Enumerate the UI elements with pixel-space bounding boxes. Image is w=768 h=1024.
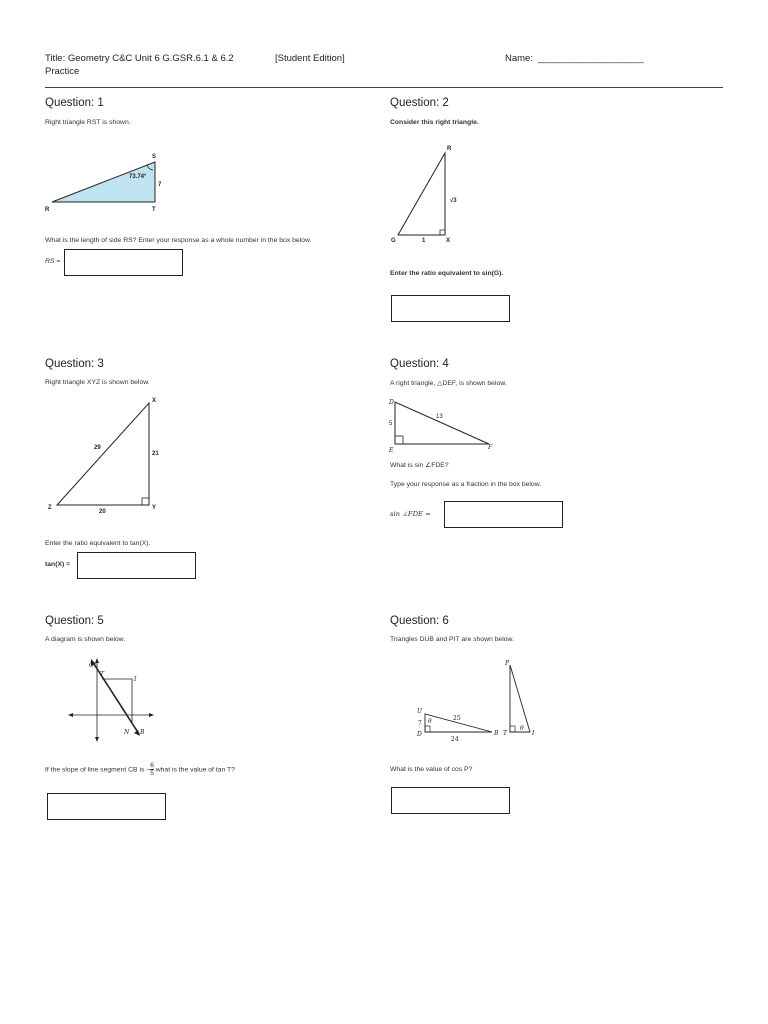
question-4-text: What is sin ∠FDE? (390, 462, 449, 469)
triangle-rst (52, 162, 155, 202)
label-leg-5: 5 (389, 421, 393, 427)
question-5-text-pre: If the slope of line segment CB is − (45, 766, 151, 774)
question-4-answer-input[interactable] (444, 501, 563, 528)
question-1-answer-input[interactable] (64, 249, 183, 276)
question-1-triangle-diagram (40, 150, 170, 215)
label-p: P (505, 660, 510, 667)
triangle-def (395, 402, 489, 444)
right-angle-mark (440, 230, 445, 235)
label-x: X (446, 238, 451, 244)
question-6-answer-input[interactable] (391, 787, 510, 814)
question-6-text: What is the value of cos P? (390, 766, 473, 773)
question-5-answer-input[interactable] (47, 793, 166, 820)
label-angle: 73.74° (129, 174, 147, 180)
label-height-sqrt3: √3 (450, 198, 457, 204)
label-theta-u: θ (428, 718, 432, 725)
right-angle-mark-d (425, 726, 430, 732)
edition-label: [Student Edition] (275, 53, 345, 64)
right-angle-mark (395, 436, 403, 444)
slope-numerator: 6 (150, 762, 154, 769)
question-2-text: Enter the ratio equivalent to sin(G). (390, 270, 504, 277)
question-1-prompt: Right triangle RST is shown. (45, 119, 131, 126)
label-x: X (152, 398, 157, 404)
label-y: Y (152, 505, 157, 511)
question-4-triangle-diagram (386, 396, 501, 456)
label-b: B (494, 730, 499, 737)
label-r: R (45, 207, 50, 213)
x-axis-arrow-left (68, 713, 73, 717)
label-hyp-29: 29 (94, 445, 101, 451)
label-t: T (100, 671, 105, 678)
question-2-prompt: Consider this right triangle. (390, 119, 479, 126)
question-6-prompt: Triangles DUB and PIT are shown below. (390, 636, 514, 643)
label-r: R (447, 146, 452, 152)
triangle-xyz (57, 403, 149, 505)
question-4-title: Question: 4 (390, 358, 449, 370)
question-6-title: Question: 6 (390, 615, 449, 627)
label-g: G (391, 238, 396, 244)
label-z: Z (48, 505, 52, 511)
label-b: B (140, 729, 145, 736)
label-c: C (89, 662, 94, 669)
question-5-text (45, 762, 235, 777)
question-2-title: Question: 2 (390, 97, 449, 109)
question-3-triangle-diagram (45, 395, 170, 520)
label-u: U (417, 708, 423, 715)
question-4-answer-label: sin ∠FDE = (390, 510, 431, 518)
worksheet-title: Title: Geometry C&C Unit 6 G.GSR.6.1 & 6.2 (45, 53, 234, 64)
question-1-text: What is the length of side RS? Enter your response as a whole number in the box below. (45, 237, 312, 244)
right-angle-mark-t (510, 726, 515, 732)
question-1-title: Question: 1 (45, 97, 104, 109)
label-n: N (124, 729, 130, 736)
x-axis-arrow-right (149, 713, 154, 717)
label-base-20: 20 (99, 509, 106, 515)
question-4-instruction: Type your response as a fraction in the box below. (390, 481, 542, 488)
label-f: F (488, 444, 493, 451)
y-axis-arrow-down (95, 737, 99, 742)
label-hyp-25: 25 (453, 715, 461, 722)
right-angle-mark (142, 498, 149, 505)
label-d: D (417, 731, 422, 738)
question-5-coordinate-diagram (68, 656, 158, 746)
label-side-7: 7 (158, 182, 162, 188)
label-e: E (389, 447, 394, 454)
question-5-prompt: A diagram is shown below. (45, 636, 126, 643)
label-t: T (503, 730, 508, 737)
question-3-text: Enter the ratio equivalent to tan(X). (45, 540, 151, 547)
label-i: I (134, 676, 137, 683)
question-5-title: Question: 5 (45, 615, 104, 627)
label-short-7: 7 (418, 720, 422, 727)
question-1-answer-label: RS = (45, 258, 61, 265)
question-3-title: Question: 3 (45, 358, 104, 370)
label-base-24: 24 (451, 736, 459, 743)
header-divider (45, 87, 723, 88)
label-leg-21: 21 (152, 451, 159, 457)
name-label: Name: (505, 53, 533, 64)
slope-denominator: 5 (150, 770, 154, 777)
question-2-answer-input[interactable] (391, 295, 510, 322)
label-theta-i: θ (520, 725, 524, 732)
question-3-answer-label: tan(X) = (45, 561, 71, 568)
label-i: I (532, 730, 535, 737)
question-3-prompt: Right triangle XYZ is shown below. (45, 379, 150, 386)
question-6-triangles-diagram (412, 655, 542, 745)
label-d: D (389, 399, 394, 406)
question-3-answer-input[interactable] (77, 552, 196, 579)
label-s: S (152, 154, 157, 160)
worksheet-subtitle: Practice (45, 66, 80, 77)
label-base-1: 1 (422, 238, 426, 244)
label-t: T (152, 207, 156, 213)
triangle-pit (510, 665, 530, 732)
question-2-triangle-diagram (388, 140, 468, 250)
triangle-rgx (398, 153, 445, 235)
name-blank[interactable]: ______________________ (538, 53, 644, 64)
question-5-text-post: what is the value of tan T? (153, 766, 235, 774)
label-hyp-13: 13 (436, 414, 443, 420)
y-axis-arrow-up (95, 658, 99, 663)
question-4-prompt: A right triangle, △DEF, is shown below. (390, 380, 507, 387)
